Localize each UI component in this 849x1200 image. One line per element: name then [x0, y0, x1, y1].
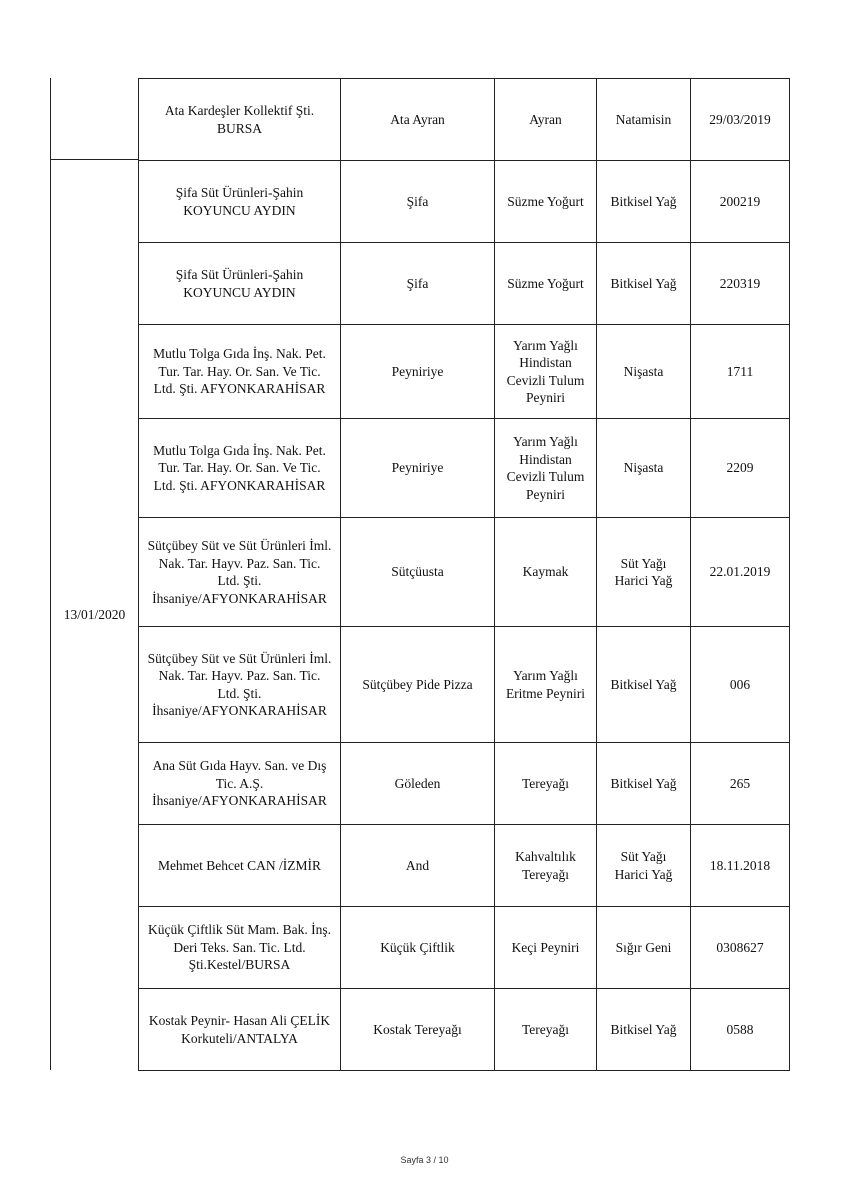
table-row	[139, 419, 790, 518]
finding-cell: Süt Yağı Harici Yağ	[597, 825, 691, 907]
table-row	[139, 627, 790, 743]
brand-cell: Kostak Tereyağı	[341, 989, 495, 1071]
brand-cell: Şifa	[341, 243, 495, 325]
company-cell: Ata Kardeşler Kollektif Şti. BURSA	[139, 79, 341, 161]
product-cell: Keçi Peyniri	[495, 907, 597, 989]
table-row	[139, 518, 790, 627]
company-cell: Kostak Peynir- Hasan Ali ÇELİK Korkuteli/ANTALYA	[139, 989, 341, 1071]
table-row	[139, 79, 790, 161]
lot-cell: 22.01.2019	[691, 518, 790, 627]
brand-cell: Göleden	[341, 743, 495, 825]
table-row	[139, 743, 790, 825]
table-row	[139, 243, 790, 325]
lot-cell: 1711	[691, 325, 790, 419]
product-cell: Ayran	[495, 79, 597, 161]
product-cell: Yarım Yağlı Eritme Peyniri	[495, 627, 597, 743]
product-cell: Tereyağı	[495, 989, 597, 1071]
company-cell: Sütçübey Süt ve Süt Ürünleri İml. Nak. Tar. Hayv. Paz. San. Tic. Ltd. Şti. İhsaniye/AFYONKARAHİSAR	[139, 627, 341, 743]
finding-cell: Bitkisel Yağ	[597, 243, 691, 325]
brand-cell: Şifa	[341, 161, 495, 243]
lot-cell: 265	[691, 743, 790, 825]
product-cell: Süzme Yoğurt	[495, 161, 597, 243]
table-row	[139, 161, 790, 243]
finding-cell: Bitkisel Yağ	[597, 743, 691, 825]
company-cell: Mutlu Tolga Gıda İnş. Nak. Pet. Tur. Tar. Hay. Or. San. Ve Tic. Ltd. Şti. AFYONKARAHİSAR	[139, 419, 341, 518]
table-row	[139, 907, 790, 989]
brand-cell: Peyniriye	[341, 419, 495, 518]
lot-cell: 0308627	[691, 907, 790, 989]
finding-cell: Sığır Geni	[597, 907, 691, 989]
company-cell: Ana Süt Gıda Hayv. San. ve Dış Tic. A.Ş. İhsaniye/AFYONKARAHİSAR	[139, 743, 341, 825]
lot-cell: 006	[691, 627, 790, 743]
page-number: Sayfa 3 / 10	[400, 1155, 449, 1165]
brand-cell: Ata Ayran	[341, 79, 495, 161]
brand-cell: Sütçübey Pide Pizza	[341, 627, 495, 743]
table-row	[139, 825, 790, 907]
lot-cell: 29/03/2019	[691, 79, 790, 161]
table-row	[139, 989, 790, 1071]
company-cell: Mehmet Behcet CAN /İZMİR	[139, 825, 341, 907]
company-cell: Mutlu Tolga Gıda İnş. Nak. Pet. Tur. Tar. Hay. Or. San. Ve Tic. Ltd. Şti. AFYONKARAHİSAR	[139, 325, 341, 419]
results-table	[138, 78, 790, 1071]
company-cell: Şifa Süt Ürünleri-Şahin KOYUNCU AYDIN	[139, 243, 341, 325]
finding-cell: Süt Yağı Harici Yağ	[597, 518, 691, 627]
company-cell: Sütçübey Süt ve Süt Ürünleri İml. Nak. Tar. Hayv. Paz. San. Tic. Ltd. Şti. İhsaniye/AFYONKARAHİSAR	[139, 518, 341, 627]
finding-cell: Nişasta	[597, 419, 691, 518]
brand-cell: Peyniriye	[341, 325, 495, 419]
lot-cell: 0588	[691, 989, 790, 1071]
product-cell: Yarım Yağlı Hindistan Cevizli Tulum Peyniri	[495, 419, 597, 518]
company-cell: Şifa Süt Ürünleri-Şahin KOYUNCU AYDIN	[139, 161, 341, 243]
table-row	[139, 325, 790, 419]
company-cell: Küçük Çiftlik Süt Mam. Bak. İnş. Deri Teks. San. Tic. Ltd. Şti.Kestel/BURSA	[139, 907, 341, 989]
finding-cell: Nişasta	[597, 325, 691, 419]
lot-cell: 18.11.2018	[691, 825, 790, 907]
product-cell: Kaymak	[495, 518, 597, 627]
finding-cell: Bitkisel Yağ	[597, 161, 691, 243]
product-cell: Tereyağı	[495, 743, 597, 825]
finding-cell: Natamisin	[597, 79, 691, 161]
product-cell: Yarım Yağlı Hindistan Cevizli Tulum Peyniri	[495, 325, 597, 419]
finding-cell: Bitkisel Yağ	[597, 989, 691, 1071]
lot-cell: 2209	[691, 419, 790, 518]
finding-cell: Bitkisel Yağ	[597, 627, 691, 743]
lot-cell: 220319	[691, 243, 790, 325]
brand-cell: And	[341, 825, 495, 907]
lot-cell: 200219	[691, 161, 790, 243]
brand-cell: Küçük Çiftlik	[341, 907, 495, 989]
brand-cell: Sütçüusta	[341, 518, 495, 627]
product-cell: Süzme Yoğurt	[495, 243, 597, 325]
product-cell: Kahvaltılık Tereyağı	[495, 825, 597, 907]
group-date-cell: 13/01/2020	[63, 607, 126, 622]
